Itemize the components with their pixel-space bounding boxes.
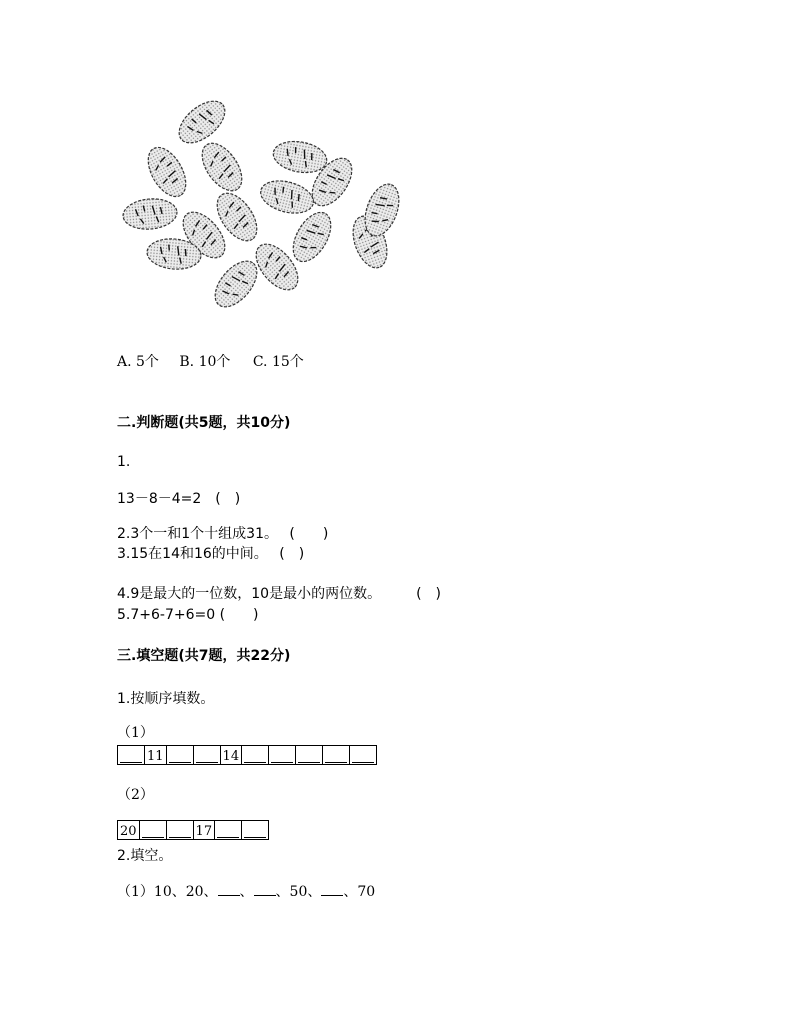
blank-line[interactable]: [321, 883, 343, 896]
seed-2: [141, 141, 194, 203]
blank-cell[interactable]: [118, 746, 145, 765]
blank-cell[interactable]: [193, 746, 220, 765]
part-label: （2）: [117, 787, 154, 803]
choice-a[interactable]: A. 5个: [117, 354, 159, 370]
seed-10: [286, 206, 339, 268]
blank-cell[interactable]: [166, 821, 193, 840]
blank-cell[interactable]: [242, 746, 269, 765]
seeds-illustration: [112, 92, 422, 317]
seed-15: [207, 254, 265, 315]
choice-c[interactable]: C. 15个: [252, 354, 304, 370]
question-text: 13－8－4=2 ( ): [117, 491, 241, 507]
question-text: 5.7+6-7+6=0 ( ): [117, 607, 259, 623]
blank-cell[interactable]: [269, 746, 296, 765]
section-heading-fill-in: 三.填空题(共7题，共22分): [117, 648, 291, 664]
question-title: 2.填空。: [117, 848, 173, 864]
question-text: 2.3个一和1个十组成31。 ( ): [117, 526, 329, 542]
seed-6: [122, 197, 178, 232]
number-cell: 17: [193, 821, 215, 840]
blank-line[interactable]: [254, 883, 276, 896]
question-text: 3.15在14和16的中间。 ( ): [117, 546, 305, 562]
question-number: 1.: [117, 454, 131, 470]
sequence-separator: 、: [239, 884, 254, 900]
number-cell: 14: [220, 746, 242, 765]
answer-choices: [117, 351, 304, 371]
seed-1: [172, 93, 233, 151]
blank-cell[interactable]: [166, 746, 193, 765]
blank-cell[interactable]: [296, 746, 323, 765]
sequence-prefix: （1）10、20、: [117, 884, 218, 900]
blank-line[interactable]: [218, 883, 240, 896]
section-heading-judgement: 二.判断题(共5题，共10分): [117, 415, 291, 431]
blank-cell[interactable]: [215, 821, 242, 840]
seed-4: [271, 138, 329, 177]
sequence-middle: 、50、: [275, 884, 322, 900]
blank-cell[interactable]: [323, 746, 350, 765]
number-cell: 20: [118, 821, 140, 840]
blank-cell[interactable]: [350, 746, 377, 765]
seed-3: [194, 136, 250, 197]
number-sequence-table-1: [117, 745, 377, 765]
seed-9: [257, 176, 317, 219]
blank-cell[interactable]: [242, 821, 269, 840]
blank-cell[interactable]: [139, 821, 166, 840]
number-cell: 11: [145, 746, 167, 765]
question-text: 4.9是最大的一位数，10是最小的两位数。 ( ): [117, 586, 442, 602]
number-sequence-table-2: [117, 820, 269, 840]
part-label: （1）: [117, 725, 154, 741]
sequence-end: 、70: [343, 884, 376, 900]
question-title: 1.按顺序填数。: [117, 691, 215, 707]
fill-in-sequence: [117, 881, 375, 901]
choice-b[interactable]: B. 10个: [179, 354, 231, 370]
